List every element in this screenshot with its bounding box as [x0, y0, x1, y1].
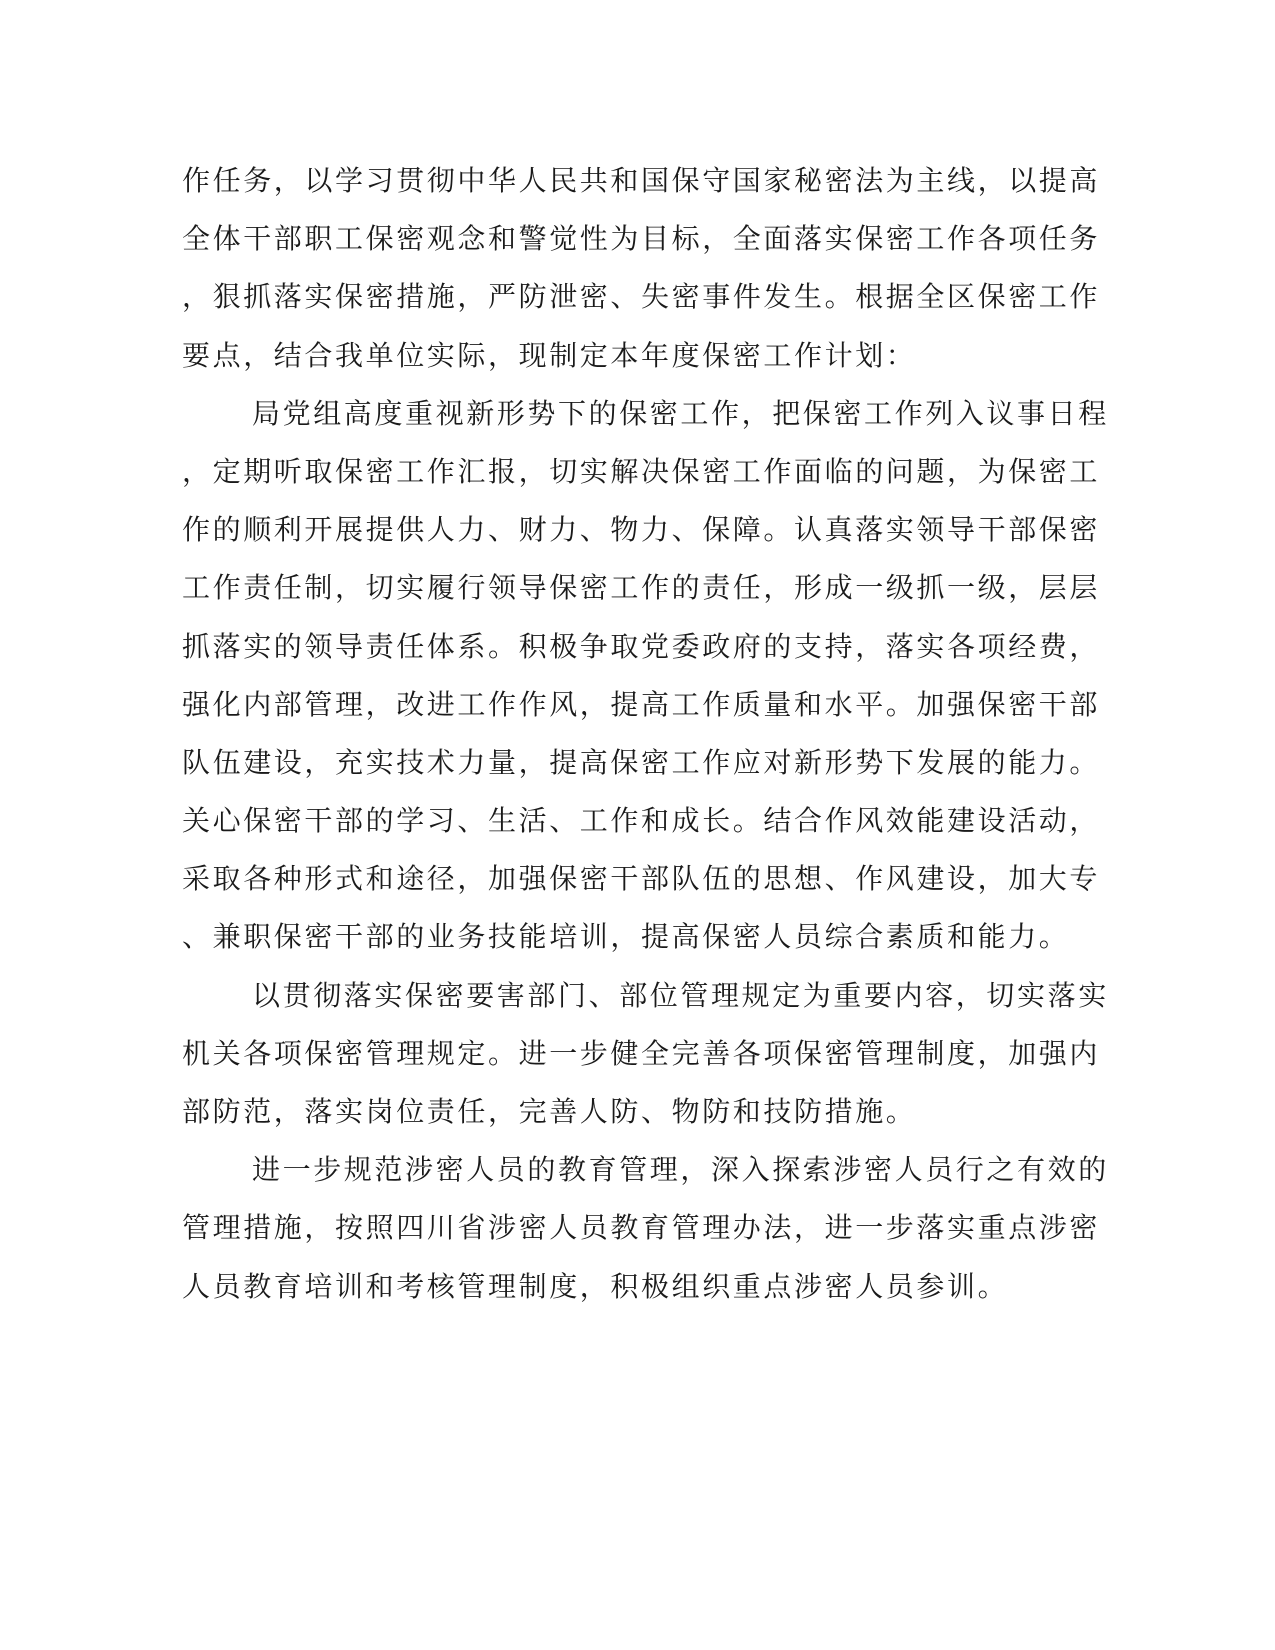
- text-line: 部防范，落实岗位责任，完善人防、物防和技防措施。: [182, 1095, 917, 1128]
- paragraph-1: [182, 152, 1101, 385]
- paragraph-2: [182, 385, 1109, 967]
- text-line: 工作责任制，切实履行领导保密工作的责任，形成一级抓一级，层层: [182, 571, 1101, 605]
- text-line: 作任务，以学习贯彻中华人民共和国保守国家秘密法为主线，以提高: [182, 164, 1101, 197]
- text-line: ，狠抓落实保密措施，严防泄密、失密事件发生。根据全区保密工作: [182, 280, 1101, 314]
- text-line: 局党组高度重视新形势下的保密工作，把保密工作列入议事日程: [252, 396, 1109, 430]
- text-line: 全体干部职工保密观念和警觉性为目标，全面落实保密工作各项任务: [182, 222, 1101, 256]
- text-line: 采取各种形式和途径，加强保密干部队伍的思想、作风建设，加大专: [182, 862, 1101, 896]
- text-line: 作的顺利开展提供人力、财力、物力、保障。认真落实领导干部保密: [182, 513, 1101, 547]
- paragraph-3: [182, 967, 1109, 1142]
- text-line: 关心保密干部的学习、生活、工作和成长。结合作风效能建设活动，: [182, 804, 1101, 838]
- text-line: 进一步规范涉密人员的教育管理，深入探索涉密人员行之有效的: [252, 1153, 1109, 1187]
- text-line: 队伍建设，充实技术力量，提高保密工作应对新形势下发展的能力。: [182, 745, 1101, 779]
- text-line: 强化内部管理，改进工作作风，提高工作质量和水平。加强保密干部: [182, 687, 1101, 721]
- text-line: 以贯彻落实保密要害部门、部位管理规定为重要内容，切实落实: [252, 978, 1109, 1012]
- text-line: 管理措施，按照四川省涉密人员教育管理办法，进一步落实重点涉密: [182, 1211, 1101, 1245]
- text-line: 人员教育培训和考核管理制度，积极组织重点涉密人员参训。: [182, 1269, 1009, 1303]
- text-line: 要点，结合我单位实际，现制定本年度保密工作计划：: [182, 338, 917, 372]
- text-line: 机关各项保密管理规定。进一步健全完善各项保密管理制度，加强内: [182, 1036, 1101, 1070]
- text-line: 抓落实的领导责任体系。积极争取党委政府的支持，落实各项经费，: [182, 629, 1101, 663]
- paragraph-4: [182, 1141, 1109, 1316]
- document-body: [182, 152, 1109, 1316]
- text-line: ，定期听取保密工作汇报，切实解决保密工作面临的问题，为保密工: [182, 454, 1101, 488]
- text-line: 、兼职保密干部的业务技能培训，提高保密人员综合素质和能力。: [182, 920, 1070, 954]
